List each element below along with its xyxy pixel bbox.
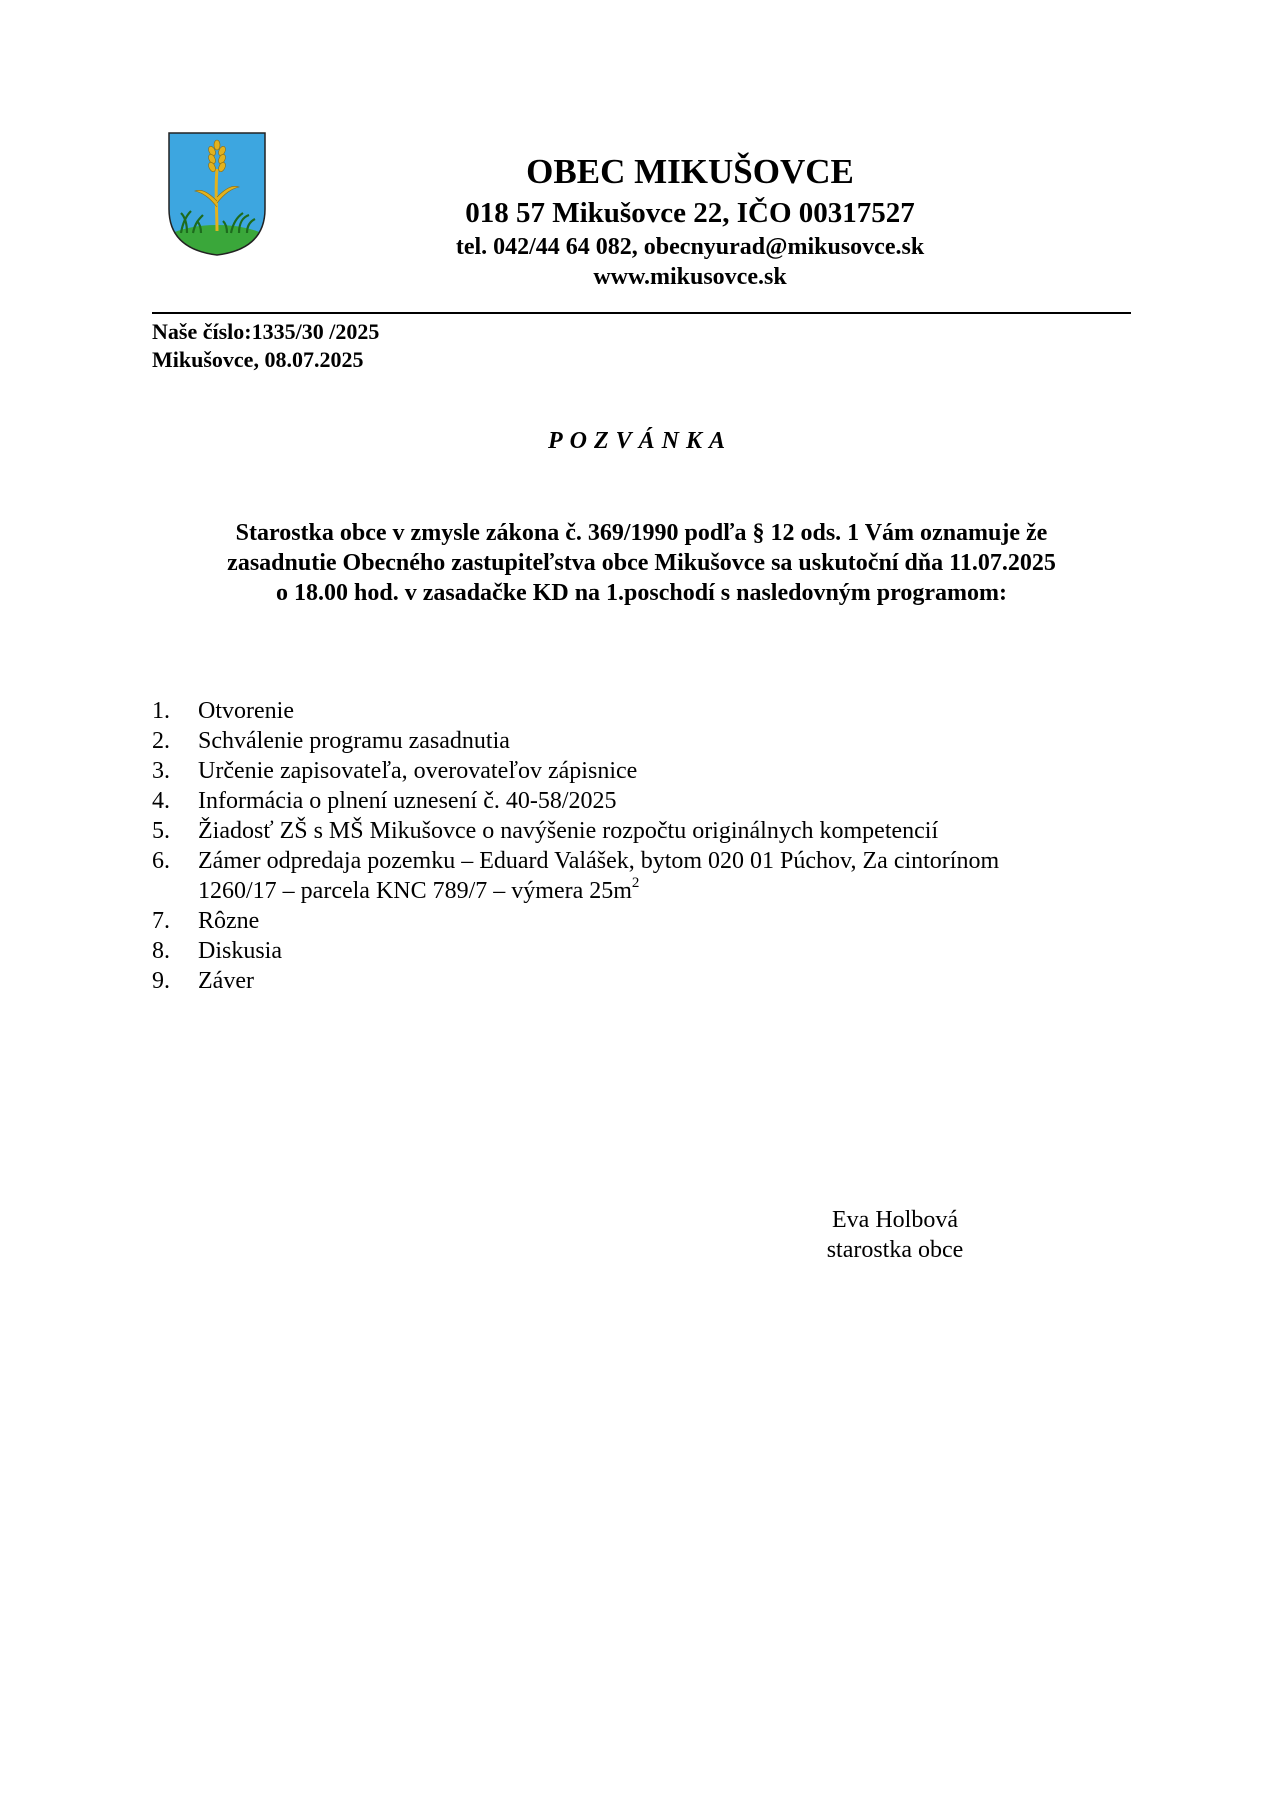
superscript: 2 <box>631 875 640 891</box>
agenda-text: Rôzne <box>198 908 260 934</box>
agenda-item <box>152 696 1112 726</box>
signatory-name: Eva Holbová <box>832 1207 958 1233</box>
agenda-text-continued: 1260/17 – parcela KNC 789/7 – výmera 25m <box>198 878 632 904</box>
wheat-coat-of-arms-icon <box>167 131 267 257</box>
org-contact: tel. 042/44 64 082, obecnyurad@mikusovce.sk <box>455 234 925 260</box>
signatory-role: starostka obce <box>826 1237 964 1263</box>
header-divider <box>152 312 1131 314</box>
agenda-number: 2. <box>152 728 170 754</box>
reference-block <box>152 318 379 374</box>
org-website: www.mikusovce.sk <box>593 264 787 290</box>
agenda-number: 4. <box>152 788 170 814</box>
agenda-text: Diskusia <box>198 938 282 964</box>
agenda-text: Určenie zapisovateľa, overovateľov zápisnice <box>198 758 638 784</box>
intro-line: o 18.00 hod. v zasadačke KD na 1.poschodí s nasledovným programom: <box>276 580 1007 606</box>
signature-block <box>780 1205 1010 1265</box>
agenda-item <box>152 756 1112 786</box>
letterhead <box>310 152 1070 292</box>
agenda-item <box>152 906 1112 936</box>
reference-number: Naše číslo:1335/30 /2025 <box>152 319 380 344</box>
agenda-text: Zámer odpredaja pozemku – Eduard Valášek, bytom 020 01 Púchov, Za cintorínom <box>198 848 1000 874</box>
agenda-item <box>152 816 1112 846</box>
agenda-text: Informácia o plnení uznesení č. 40-58/2025 <box>198 788 617 814</box>
agenda-number: 3. <box>152 758 170 784</box>
intro-line: Starostka obce v zmysle zákona č. 369/1990 podľa § 12 ods. 1 Vám oznamuje že <box>235 520 1048 546</box>
agenda-text: Schválenie programu zasadnutia <box>198 728 510 754</box>
agenda-number: 9. <box>152 968 170 994</box>
agenda-number: 7. <box>152 908 170 934</box>
agenda-text: Otvorenie <box>198 698 294 724</box>
intro-paragraph <box>160 518 1123 608</box>
agenda-number: 8. <box>152 938 170 964</box>
agenda-item <box>152 936 1112 966</box>
agenda-item <box>152 846 1112 906</box>
agenda-list <box>152 696 1112 996</box>
document-title: POZVÁNKA <box>547 428 732 454</box>
agenda-item <box>152 966 1112 996</box>
place-date: Mikušovce, 08.07.2025 <box>152 347 364 372</box>
agenda-item <box>152 786 1112 816</box>
agenda-item <box>152 726 1112 756</box>
intro-line: zasadnutie Obecného zastupiteľstva obce Mikušovce sa uskutoční dňa 11.07.2025 <box>227 550 1056 576</box>
org-address: 018 57 Mikušovce 22, IČO 00317527 <box>465 197 915 229</box>
agenda-text: Záver <box>198 968 254 994</box>
agenda-text: Žiadosť ZŠ s MŠ Mikušovce o navýšenie rozpočtu originálnych kompetencií <box>198 818 939 844</box>
org-name: OBEC MIKUŠOVCE <box>526 152 854 191</box>
agenda-number: 1. <box>152 698 170 724</box>
agenda-number: 6. <box>152 848 170 874</box>
agenda-number: 5. <box>152 818 170 844</box>
